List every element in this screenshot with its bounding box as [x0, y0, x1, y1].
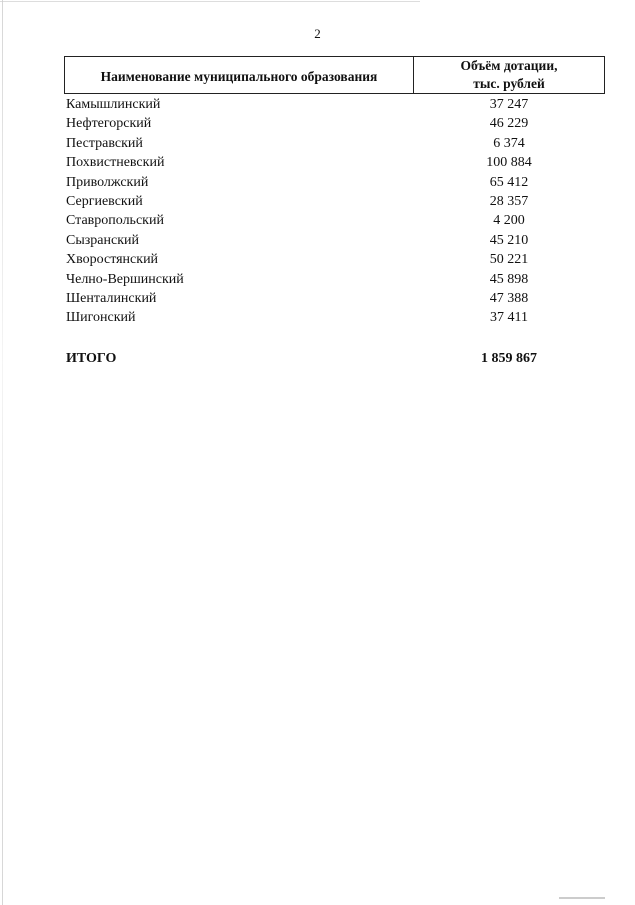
- municipality-name: Камышлинский: [66, 97, 161, 112]
- total-value: 1 859 867: [481, 351, 537, 366]
- municipality-name: Сызранский: [66, 232, 139, 248]
- subsidy-value: 6 374: [493, 135, 525, 151]
- table-row: [64, 114, 605, 133]
- table-row: [64, 192, 605, 211]
- table-row: [64, 270, 605, 289]
- table-row: [64, 95, 605, 114]
- total-label: ИТОГО: [66, 351, 117, 366]
- table-row: [64, 289, 605, 308]
- municipality-name: Нефтегорский: [66, 116, 152, 132]
- municipality-name: Ставропольский: [66, 213, 164, 229]
- table-row: [64, 308, 605, 327]
- municipality-name: Сергиевский: [66, 193, 143, 209]
- table-row: [64, 211, 605, 230]
- subsidy-value: 37 247: [489, 97, 529, 112]
- column-header-value-line1: Объём дотации,: [460, 58, 558, 73]
- table-row: [64, 153, 605, 172]
- scan-edge-top: [0, 1, 420, 2]
- municipality-name: Пестравский: [66, 135, 143, 151]
- table-row: [64, 231, 605, 250]
- municipality-name: Похвистневский: [66, 155, 165, 171]
- table-header: [64, 56, 605, 94]
- subsidy-value: 65 412: [489, 174, 529, 190]
- municipality-name: Шигонский: [66, 310, 136, 326]
- subsidy-value: 50 221: [489, 252, 529, 268]
- subsidy-value: 37 411: [490, 310, 528, 326]
- column-header-value: [414, 57, 604, 93]
- table-row: [64, 250, 605, 269]
- total-row: [64, 349, 605, 369]
- municipality-name: Шенталинский: [66, 290, 157, 306]
- subsidy-value: 45 210: [489, 232, 529, 248]
- municipality-name: Челно-Вершинский: [66, 271, 184, 287]
- scan-mark: [559, 897, 605, 899]
- municipality-name: Хворостянский: [66, 252, 159, 268]
- subsidy-value: 47 388: [489, 290, 529, 306]
- subsidy-table: [64, 56, 605, 328]
- column-header-value-line2: тыс. рублей: [473, 76, 545, 91]
- scan-edge-left: [2, 0, 3, 905]
- subsidy-value: 45 898: [489, 271, 529, 287]
- page-number: 2: [314, 26, 321, 41]
- subsidy-value: 4 200: [493, 213, 525, 229]
- column-header-name: Наименование муниципального образования: [65, 57, 414, 93]
- table-body: [64, 95, 605, 328]
- table-row: [64, 173, 605, 192]
- municipality-name: Приволжский: [66, 174, 149, 190]
- subsidy-value: 46 229: [489, 116, 529, 132]
- subsidy-value: 28 357: [489, 193, 529, 209]
- table-row: [64, 134, 605, 153]
- subsidy-value: 100 884: [486, 155, 532, 171]
